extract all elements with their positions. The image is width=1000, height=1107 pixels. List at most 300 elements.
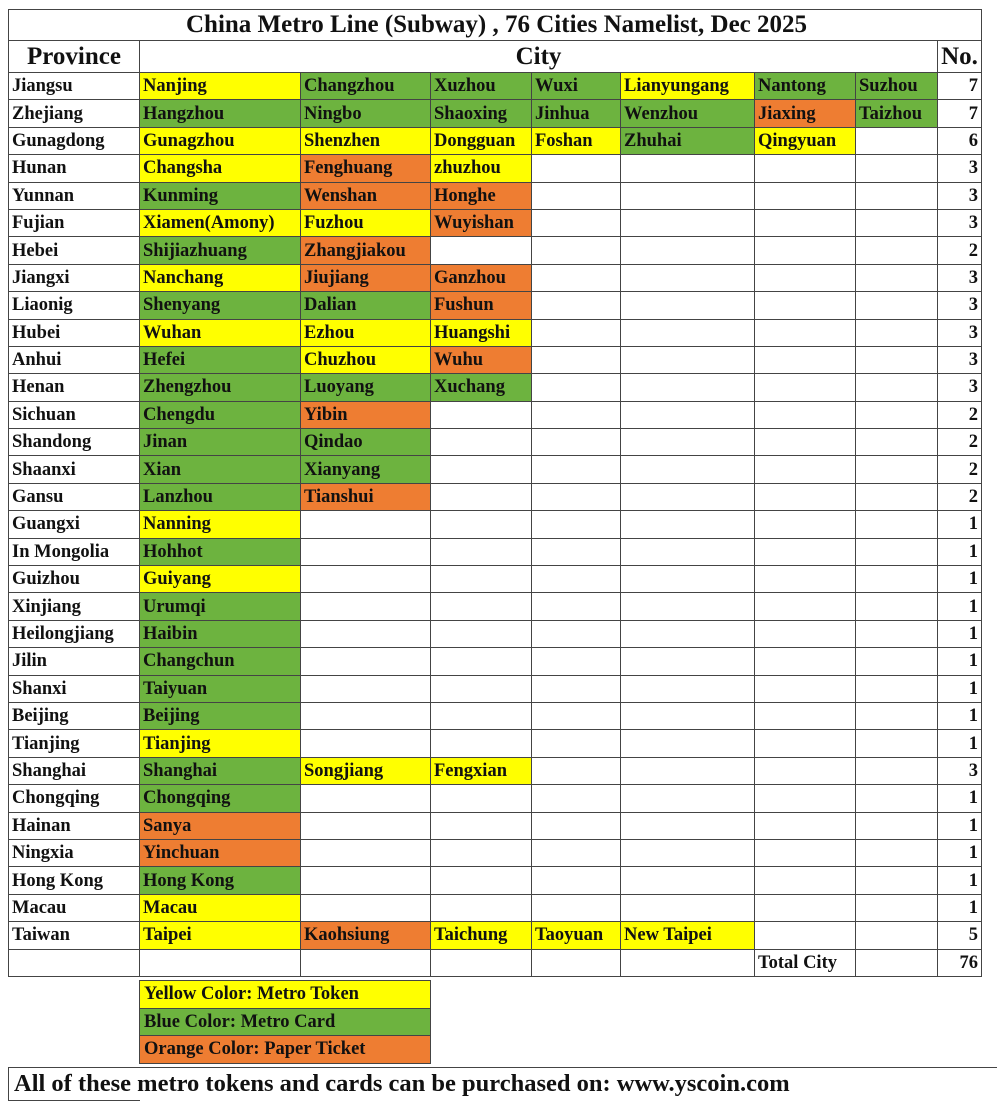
count-cell: 7 <box>938 73 982 100</box>
empty-cell <box>532 237 621 264</box>
province-cell: Heilongjiang <box>9 620 140 647</box>
province-cell: Tianjing <box>9 730 140 757</box>
city-cell: Wuhan <box>140 319 301 346</box>
city-cell: Beijing <box>140 702 301 729</box>
city-cell: Ningbo <box>301 100 431 127</box>
empty-cell <box>856 511 938 538</box>
province-cell: Xinjiang <box>9 593 140 620</box>
empty-cell <box>856 127 938 154</box>
empty-cell <box>301 702 431 729</box>
empty-cell <box>301 785 431 812</box>
empty-cell <box>532 511 621 538</box>
empty-cell <box>755 566 856 593</box>
city-cell: New Taipei <box>621 922 755 949</box>
count-cell: 1 <box>938 648 982 675</box>
city-cell: Dalian <box>301 292 431 319</box>
empty-cell <box>301 730 431 757</box>
empty-cell <box>621 237 755 264</box>
table-row <box>9 730 982 757</box>
empty-cell <box>621 264 755 291</box>
province-cell: Henan <box>9 374 140 401</box>
table-row <box>9 922 982 949</box>
empty-cell <box>856 292 938 319</box>
city-cell: Xianyang <box>301 456 431 483</box>
city-cell: Chongqing <box>140 785 301 812</box>
province-header: Province <box>9 41 140 73</box>
empty-cell <box>532 894 621 921</box>
empty-cell <box>856 155 938 182</box>
city-cell: Macau <box>140 894 301 921</box>
empty-cell <box>621 949 755 976</box>
city-cell: Changsha <box>140 155 301 182</box>
city-cell: Hong Kong <box>140 867 301 894</box>
empty-cell <box>621 209 755 236</box>
empty-cell <box>755 785 856 812</box>
total-value: 76 <box>938 949 982 976</box>
empty-cell <box>532 839 621 866</box>
empty-cell <box>431 566 532 593</box>
province-cell: Fujian <box>9 209 140 236</box>
empty-cell <box>532 401 621 428</box>
province-cell: Taiwan <box>9 922 140 949</box>
empty-cell <box>856 922 938 949</box>
city-cell: Zhuhai <box>621 127 755 154</box>
empty-cell <box>856 894 938 921</box>
province-cell: Hunan <box>9 155 140 182</box>
empty-cell <box>301 675 431 702</box>
table-row <box>9 593 982 620</box>
count-cell: 6 <box>938 127 982 154</box>
empty-cell <box>431 648 532 675</box>
city-cell: Yinchuan <box>140 839 301 866</box>
city-cell: Shaoxing <box>431 100 532 127</box>
purchase-note: All of these metro tokens and cards can be purchased on: www.yscoin.com <box>8 1067 997 1100</box>
empty-cell <box>621 292 755 319</box>
city-cell: zhuzhou <box>431 155 532 182</box>
empty-cell <box>621 429 755 456</box>
empty-cell <box>301 511 431 538</box>
province-cell: Hubei <box>9 319 140 346</box>
empty-cell <box>532 593 621 620</box>
empty-cell <box>532 456 621 483</box>
empty-cell <box>856 839 938 866</box>
legend-orange: Orange Color: Paper Ticket <box>140 1036 431 1064</box>
province-cell: Shanxi <box>9 675 140 702</box>
empty-cell <box>301 812 431 839</box>
city-cell: Chengdu <box>140 401 301 428</box>
city-cell: Ganzhou <box>431 264 532 291</box>
empty-cell <box>621 812 755 839</box>
empty-cell <box>856 319 938 346</box>
empty-cell <box>301 867 431 894</box>
legend-blue: Blue Color: Metro Card <box>140 1008 431 1036</box>
province-cell: Yunnan <box>9 182 140 209</box>
table-row <box>9 566 982 593</box>
city-cell: Shenzhen <box>301 127 431 154</box>
empty-cell <box>856 538 938 565</box>
empty-cell <box>755 319 856 346</box>
city-cell: Dongguan <box>431 127 532 154</box>
empty-cell <box>856 346 938 373</box>
city-cell: Shijiazhuang <box>140 237 301 264</box>
city-cell: Taiyuan <box>140 675 301 702</box>
table-title: China Metro Line (Subway) , 76 Cities Namelist, Dec 2025 <box>9 10 982 41</box>
table-row <box>9 429 982 456</box>
count-header: No. <box>938 41 982 73</box>
empty-cell <box>755 675 856 702</box>
count-cell: 1 <box>938 702 982 729</box>
empty-cell <box>755 812 856 839</box>
table-row <box>9 511 982 538</box>
count-cell: 5 <box>938 922 982 949</box>
city-cell: Wuhu <box>431 346 532 373</box>
city-cell: Lianyungang <box>621 73 755 100</box>
empty-cell <box>621 566 755 593</box>
empty-cell <box>532 319 621 346</box>
count-cell: 3 <box>938 292 982 319</box>
empty-cell <box>621 155 755 182</box>
count-cell: 7 <box>938 100 982 127</box>
province-cell: Gansu <box>9 483 140 510</box>
city-cell: Fushun <box>431 292 532 319</box>
empty-cell <box>856 374 938 401</box>
city-cell: Jinhua <box>532 100 621 127</box>
legend-yellow: Yellow Color: Metro Token <box>140 981 431 1009</box>
city-cell: Taizhou <box>856 100 938 127</box>
empty-cell <box>621 182 755 209</box>
empty-cell <box>856 566 938 593</box>
empty-cell <box>532 292 621 319</box>
city-cell: Guiyang <box>140 566 301 593</box>
empty-cell <box>755 839 856 866</box>
empty-cell <box>755 894 856 921</box>
empty-cell <box>9 949 140 976</box>
city-cell: Qingyuan <box>755 127 856 154</box>
province-cell: In Mongolia <box>9 538 140 565</box>
empty-cell <box>755 346 856 373</box>
city-cell: Luoyang <box>301 374 431 401</box>
province-cell: Hebei <box>9 237 140 264</box>
city-cell: Hohhot <box>140 538 301 565</box>
table-row <box>9 867 982 894</box>
empty-cell <box>621 319 755 346</box>
count-cell: 1 <box>938 867 982 894</box>
empty-cell <box>755 292 856 319</box>
table-row <box>9 620 982 647</box>
city-cell: Xuchang <box>431 374 532 401</box>
empty-cell <box>301 538 431 565</box>
table-row <box>9 894 982 921</box>
province-cell: Jiangxi <box>9 264 140 291</box>
city-cell: Zhengzhou <box>140 374 301 401</box>
empty-cell <box>140 949 301 976</box>
empty-cell <box>755 182 856 209</box>
city-cell: Sanya <box>140 812 301 839</box>
empty-cell <box>431 593 532 620</box>
count-cell: 1 <box>938 593 982 620</box>
city-cell: Shenyang <box>140 292 301 319</box>
empty-cell <box>856 593 938 620</box>
city-cell: Wuyishan <box>431 209 532 236</box>
city-cell: Nanning <box>140 511 301 538</box>
empty-cell <box>532 182 621 209</box>
empty-cell <box>755 401 856 428</box>
empty-cell <box>856 620 938 647</box>
table-row <box>9 209 982 236</box>
table-row <box>9 319 982 346</box>
count-cell: 3 <box>938 346 982 373</box>
city-cell: Gunagzhou <box>140 127 301 154</box>
table-row <box>9 757 982 784</box>
table-row <box>9 374 982 401</box>
province-cell: Guizhou <box>9 566 140 593</box>
city-cell: Hefei <box>140 346 301 373</box>
empty-cell <box>755 456 856 483</box>
city-cell: Xian <box>140 456 301 483</box>
empty-cell <box>856 209 938 236</box>
empty-cell <box>431 785 532 812</box>
city-cell: Fengxian <box>431 757 532 784</box>
count-cell: 3 <box>938 264 982 291</box>
table-row <box>9 648 982 675</box>
city-cell: Jiujiang <box>301 264 431 291</box>
province-cell: Liaonig <box>9 292 140 319</box>
empty-cell <box>431 620 532 647</box>
empty-cell <box>532 785 621 812</box>
table-row <box>9 538 982 565</box>
count-cell: 2 <box>938 483 982 510</box>
table-row <box>9 401 982 428</box>
count-cell: 3 <box>938 182 982 209</box>
table-row <box>9 483 982 510</box>
empty-cell <box>621 648 755 675</box>
empty-cell <box>532 566 621 593</box>
table-row <box>9 155 982 182</box>
empty-cell <box>621 511 755 538</box>
metro-city-table <box>8 9 982 977</box>
empty-cell <box>532 949 621 976</box>
city-cell: Tianjing <box>140 730 301 757</box>
count-cell: 2 <box>938 401 982 428</box>
city-cell: Changzhou <box>301 73 431 100</box>
empty-cell <box>532 648 621 675</box>
city-cell: Qindao <box>301 429 431 456</box>
empty-cell <box>856 182 938 209</box>
province-cell: Beijing <box>9 702 140 729</box>
empty-cell <box>621 593 755 620</box>
table-row <box>9 292 982 319</box>
table-row <box>9 785 982 812</box>
province-cell: Jilin <box>9 648 140 675</box>
city-cell: Wuxi <box>532 73 621 100</box>
city-cell: Wenzhou <box>621 100 755 127</box>
table-row <box>9 346 982 373</box>
city-cell: Tianshui <box>301 483 431 510</box>
empty-cell <box>755 702 856 729</box>
table-row <box>9 812 982 839</box>
city-cell: Fenghuang <box>301 155 431 182</box>
empty-cell <box>431 702 532 729</box>
footer-underline <box>8 1100 140 1101</box>
empty-cell <box>621 702 755 729</box>
province-cell: Sichuan <box>9 401 140 428</box>
count-cell: 3 <box>938 319 982 346</box>
empty-cell <box>621 401 755 428</box>
city-cell: Ezhou <box>301 319 431 346</box>
province-cell: Shaanxi <box>9 456 140 483</box>
city-cell: Taichung <box>431 922 532 949</box>
empty-cell <box>856 264 938 291</box>
empty-cell <box>755 538 856 565</box>
table-row <box>9 100 982 127</box>
city-cell: Haibin <box>140 620 301 647</box>
empty-cell <box>621 785 755 812</box>
empty-cell <box>856 812 938 839</box>
empty-cell <box>301 593 431 620</box>
empty-cell <box>856 648 938 675</box>
empty-cell <box>532 155 621 182</box>
empty-cell <box>755 922 856 949</box>
table-row <box>9 702 982 729</box>
city-cell: Shanghai <box>140 757 301 784</box>
province-cell: Hainan <box>9 812 140 839</box>
empty-cell <box>755 209 856 236</box>
empty-cell <box>856 702 938 729</box>
empty-cell <box>621 620 755 647</box>
count-cell: 1 <box>938 785 982 812</box>
empty-cell <box>755 374 856 401</box>
province-cell: Chongqing <box>9 785 140 812</box>
table-row <box>9 456 982 483</box>
count-cell: 3 <box>938 155 982 182</box>
empty-cell <box>532 730 621 757</box>
city-cell: Honghe <box>431 182 532 209</box>
empty-cell <box>532 675 621 702</box>
empty-cell <box>856 483 938 510</box>
empty-cell <box>856 785 938 812</box>
empty-cell <box>755 511 856 538</box>
empty-cell <box>532 812 621 839</box>
empty-cell <box>532 757 621 784</box>
city-cell: Jinan <box>140 429 301 456</box>
empty-cell <box>755 757 856 784</box>
empty-cell <box>431 456 532 483</box>
count-cell: 1 <box>938 812 982 839</box>
empty-cell <box>621 757 755 784</box>
empty-cell <box>431 894 532 921</box>
province-cell: Macau <box>9 894 140 921</box>
count-cell: 3 <box>938 209 982 236</box>
empty-cell <box>301 620 431 647</box>
empty-cell <box>755 155 856 182</box>
empty-cell <box>755 620 856 647</box>
table-row <box>9 182 982 209</box>
empty-cell <box>532 264 621 291</box>
city-cell: Kaohsiung <box>301 922 431 949</box>
count-cell: 3 <box>938 374 982 401</box>
empty-cell <box>431 237 532 264</box>
total-row <box>9 949 982 976</box>
city-cell: Nanjing <box>140 73 301 100</box>
total-label: Total City <box>755 949 856 976</box>
empty-cell <box>532 538 621 565</box>
table-row <box>9 264 982 291</box>
table-row <box>9 73 982 100</box>
count-cell: 2 <box>938 237 982 264</box>
city-cell: Wenshan <box>301 182 431 209</box>
empty-cell <box>532 346 621 373</box>
count-cell: 1 <box>938 620 982 647</box>
province-cell: Hong Kong <box>9 867 140 894</box>
province-cell: Zhejiang <box>9 100 140 127</box>
city-cell: Suzhou <box>856 73 938 100</box>
empty-cell <box>755 730 856 757</box>
count-cell: 2 <box>938 429 982 456</box>
empty-cell <box>431 538 532 565</box>
province-cell: Guangxi <box>9 511 140 538</box>
empty-cell <box>431 949 532 976</box>
city-cell: Yibin <box>301 401 431 428</box>
table-row <box>9 237 982 264</box>
city-cell: Hangzhou <box>140 100 301 127</box>
empty-cell <box>621 374 755 401</box>
table-row <box>9 839 982 866</box>
empty-cell <box>621 730 755 757</box>
city-cell: Zhangjiakou <box>301 237 431 264</box>
empty-cell <box>532 867 621 894</box>
empty-cell <box>431 511 532 538</box>
table-row <box>9 127 982 154</box>
empty-cell <box>431 483 532 510</box>
city-cell: Songjiang <box>301 757 431 784</box>
empty-cell <box>431 839 532 866</box>
city-cell: Xuzhou <box>431 73 532 100</box>
city-cell: Jiaxing <box>755 100 856 127</box>
province-cell: Ningxia <box>9 839 140 866</box>
empty-cell <box>621 456 755 483</box>
empty-cell <box>301 566 431 593</box>
city-cell: Xiamen(Amony) <box>140 209 301 236</box>
empty-cell <box>301 949 431 976</box>
city-cell: Kunming <box>140 182 301 209</box>
empty-cell <box>856 757 938 784</box>
empty-cell <box>755 483 856 510</box>
empty-cell <box>856 237 938 264</box>
city-cell: Taoyuan <box>532 922 621 949</box>
empty-cell <box>301 894 431 921</box>
city-cell: Foshan <box>532 127 621 154</box>
empty-cell <box>856 675 938 702</box>
empty-cell <box>856 949 938 976</box>
province-cell: Jiangsu <box>9 73 140 100</box>
city-cell: Changchun <box>140 648 301 675</box>
empty-cell <box>755 867 856 894</box>
count-cell: 1 <box>938 839 982 866</box>
empty-cell <box>856 730 938 757</box>
empty-cell <box>532 620 621 647</box>
color-legend <box>139 980 431 1064</box>
empty-cell <box>755 648 856 675</box>
province-cell: Shanghai <box>9 757 140 784</box>
empty-cell <box>621 839 755 866</box>
empty-cell <box>755 593 856 620</box>
empty-cell <box>301 648 431 675</box>
empty-cell <box>621 538 755 565</box>
count-cell: 1 <box>938 538 982 565</box>
empty-cell <box>431 675 532 702</box>
empty-cell <box>856 401 938 428</box>
empty-cell <box>621 867 755 894</box>
